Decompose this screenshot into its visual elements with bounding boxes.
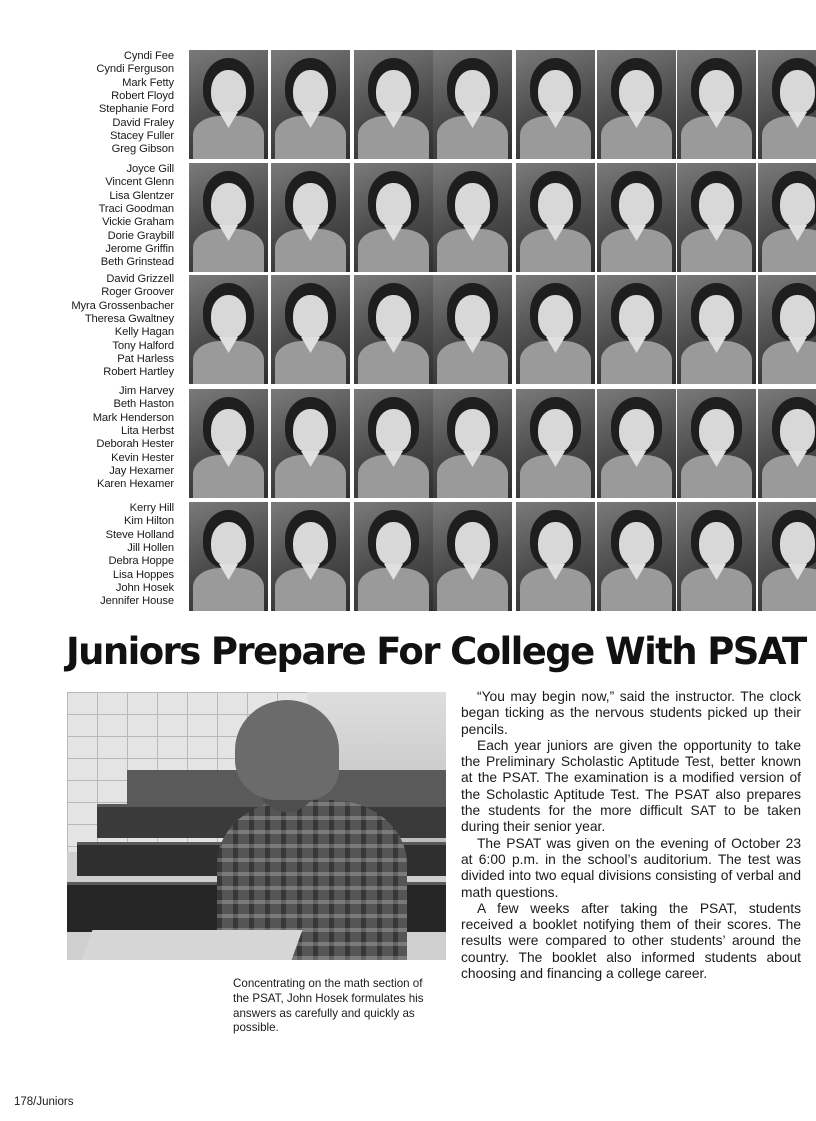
student-name: John Hosek	[115, 582, 174, 595]
student-name: Greg Gibson	[111, 143, 174, 156]
student-name: Jay Hexamer	[109, 465, 174, 478]
student-name: Pat Harless	[117, 353, 174, 366]
student-name: Traci Goodman	[98, 203, 174, 216]
portrait-photo	[189, 163, 268, 272]
portrait-photo	[271, 389, 350, 498]
portrait-photo	[516, 50, 595, 159]
name-list-row-4	[30, 385, 174, 492]
portrait-photo	[354, 275, 433, 384]
portrait-photo	[433, 50, 512, 159]
student-name: Jerome Griffin	[105, 243, 174, 256]
portrait-photo	[597, 389, 676, 498]
student-name: Lisa Glentzer	[109, 189, 174, 202]
student-name: Kevin Hester	[111, 451, 174, 464]
student-name: Lita Herbst	[121, 425, 174, 438]
student-name: Cyndi Ferguson	[96, 63, 174, 76]
student-name: Debra Hoppe	[108, 555, 174, 568]
portrait-photo	[758, 50, 816, 159]
portrait-row-5	[189, 502, 816, 611]
article-body	[461, 689, 801, 982]
article-paragraph: A few weeks after taking the PSAT, students received a booklet notifying them of their scores. The results were compared to other students’ around the country. The booklet also informed students about choosing and financing a college career.	[461, 900, 801, 982]
student-name: Dorie Graybill	[107, 229, 174, 242]
student-name: Theresa Gwaltney	[84, 313, 174, 326]
portrait-photo	[516, 163, 595, 272]
student-name: Beth Grinstead	[100, 256, 174, 269]
student-name: Mark Henderson	[92, 411, 174, 424]
headline: Juniors Prepare For College With PSAT	[66, 630, 806, 673]
name-list-row-3	[30, 273, 174, 380]
portrait-photo	[758, 389, 816, 498]
page-folio: 178/Juniors	[14, 1096, 74, 1108]
portrait-photo	[597, 275, 676, 384]
name-list-row-2	[30, 163, 174, 270]
student-name: Robert Floyd	[111, 90, 174, 103]
student-name: Jennifer House	[100, 595, 174, 608]
portrait-photo	[189, 389, 268, 498]
portrait-photo	[433, 502, 512, 611]
student-name: Kim Hilton	[124, 515, 174, 528]
feature-photo	[67, 692, 446, 960]
student-name: Beth Haston	[113, 398, 174, 411]
portrait-photo	[677, 389, 756, 498]
portrait-photo	[677, 163, 756, 272]
student-name: Myra Grossenbacher	[71, 299, 174, 312]
portrait-photo	[677, 275, 756, 384]
student-name: Roger Groover	[101, 286, 174, 299]
article-paragraph: “You may begin now,” said the instructor. The clock began ticking as the nervous students picked up their pencils.	[461, 689, 801, 737]
student-name: Tony Halford	[112, 339, 174, 352]
student-name: Stephanie Ford	[98, 103, 174, 116]
portrait-photo	[433, 389, 512, 498]
student-name: Kelly Hagan	[114, 326, 174, 339]
portrait-photo	[189, 275, 268, 384]
student-name: Jim Harvey	[119, 385, 174, 397]
student-name: Cyndi Fee	[123, 50, 174, 62]
portrait-photo	[677, 502, 756, 611]
student-name: Deborah Hester	[96, 438, 174, 451]
portrait-photo	[758, 502, 816, 611]
student-name: Joyce Gill	[126, 163, 174, 175]
student-name: Stacey Fuller	[110, 130, 174, 143]
name-list-row-1	[30, 50, 174, 157]
article-paragraph: The PSAT was given on the evening of October 23 at 6:00 p.m. in the school’s auditorium. The test was divided into two equal divisions consisting of verbal and math questions.	[461, 835, 801, 900]
student-name: Mark Fetty	[122, 76, 174, 89]
student-name: Robert Hartley	[103, 366, 174, 379]
portrait-photo	[597, 163, 676, 272]
portrait-photo	[433, 163, 512, 272]
portrait-photo	[189, 502, 268, 611]
student-name: Lisa Hoppes	[112, 568, 174, 581]
portrait-photo	[433, 275, 512, 384]
portrait-photo	[354, 50, 433, 159]
student-name: David Fraley	[112, 116, 174, 129]
portrait-photo	[354, 502, 433, 611]
portrait-row-3	[189, 275, 816, 384]
name-list-row-5	[30, 502, 174, 609]
portrait-photo	[516, 389, 595, 498]
portrait-photo	[271, 163, 350, 272]
portrait-photo	[271, 50, 350, 159]
student-name: David Grizzell	[106, 273, 174, 285]
portrait-photo	[758, 163, 816, 272]
portrait-photo	[516, 275, 595, 384]
portrait-photo	[271, 275, 350, 384]
portrait-photo	[354, 163, 433, 272]
student-name: Vincent Glenn	[105, 176, 174, 189]
portrait-row-2	[189, 163, 816, 272]
portrait-photo	[354, 389, 433, 498]
portrait-photo	[597, 50, 676, 159]
student-name: Jill Hollen	[127, 542, 174, 555]
student-name: Kerry Hill	[129, 502, 174, 514]
portrait-row-1	[189, 50, 816, 159]
portrait-photo	[516, 502, 595, 611]
portrait-row-4	[189, 389, 816, 498]
portrait-photo	[271, 502, 350, 611]
portrait-photo	[189, 50, 268, 159]
portrait-photo	[758, 275, 816, 384]
student-name: Karen Hexamer	[96, 478, 174, 491]
article-paragraph: Each year juniors are given the opportunity to take the Preliminary Scholastic Aptitude Test, better known at the PSAT. The examination is a modified version of the Scholastic Aptitude Test. The PSAT also prepares the students for the more difficult SAT to be taken during their senior year.	[461, 737, 801, 835]
student-name: Steve Holland	[105, 528, 174, 541]
photo-caption: Concentrating on the math section of the PSAT, John Hosek formulates his answers as carefully and quickly as possible.	[233, 977, 424, 1035]
portrait-photo	[677, 50, 756, 159]
student-name: Vickie Graham	[102, 216, 174, 229]
portrait-photo	[597, 502, 676, 611]
